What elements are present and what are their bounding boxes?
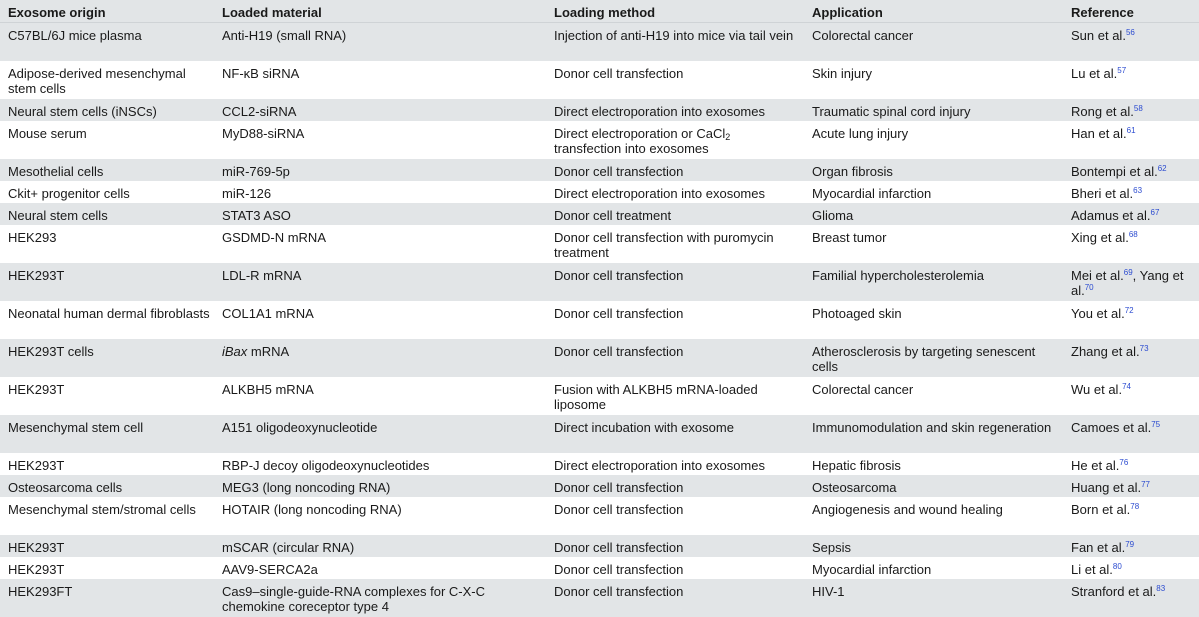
reference-link[interactable]: 68 — [1128, 229, 1138, 239]
cell-application: Familial hypercholesterolemia — [804, 263, 1063, 301]
cell-reference — [1063, 99, 1199, 121]
table-row — [0, 99, 1199, 121]
table-row — [0, 475, 1199, 497]
reference-author: Li et al. — [1071, 561, 1113, 577]
reference-author: Zhang et al. — [1071, 343, 1140, 359]
table-row — [0, 159, 1199, 181]
cell-exosome-origin: Neural stem cells — [0, 203, 214, 225]
table-row — [0, 23, 1199, 61]
cell-exosome-origin: Osteosarcoma cells — [0, 475, 214, 497]
cell-application: Myocardial infarction — [804, 181, 1063, 203]
reference-link[interactable]: 70 — [1084, 282, 1094, 292]
table-row — [0, 263, 1199, 301]
cell-application: Photoaged skin — [804, 301, 1063, 339]
reference-author: Born et al. — [1071, 501, 1131, 517]
reference-link[interactable]: 78 — [1130, 501, 1140, 511]
cell-exosome-origin: Neural stem cells (iNSCs) — [0, 99, 214, 121]
cell-reference — [1063, 557, 1199, 579]
cell-exosome-origin: Neonatal human dermal fibroblasts — [0, 301, 214, 339]
cell-exosome-origin: Mesenchymal stem/stromal cells — [0, 497, 214, 535]
reference-author: Bheri et al. — [1071, 185, 1134, 201]
reference-link[interactable]: 56 — [1125, 28, 1135, 37]
table-header — [0, 0, 1199, 23]
cell-reference — [1063, 181, 1199, 203]
reference-link[interactable]: 77 — [1141, 479, 1151, 489]
cell-loaded-material: miR-769-5p — [214, 159, 546, 181]
cell-reference — [1063, 263, 1199, 301]
cell-loading-method: Direct electroporation into exosomes — [546, 181, 804, 203]
reference-link[interactable]: 57 — [1117, 65, 1127, 75]
column-header-loaded-material: Loaded material — [214, 0, 546, 23]
reference-author: , Yang et al. — [1071, 267, 1184, 298]
reference-author: Lu et al. — [1071, 65, 1118, 81]
cell-exosome-origin: HEK293T — [0, 377, 214, 415]
cell-loaded-material: AAV9-SERCA2a — [214, 557, 546, 579]
cell-application: Myocardial infarction — [804, 557, 1063, 579]
cell-reference — [1063, 121, 1199, 159]
reference-author: Camoes et al. — [1071, 419, 1152, 435]
cell-loading-method: Donor cell transfection — [546, 579, 804, 617]
cell-exosome-origin: HEK293T — [0, 263, 214, 301]
cell-exosome-origin: Ckit+ progenitor cells — [0, 181, 214, 203]
cell-loading-method: Donor cell treatment — [546, 203, 804, 225]
cell-application: Angiogenesis and wound healing — [804, 497, 1063, 535]
cell-loading-method: Donor cell transfection — [546, 557, 804, 579]
method-text-part: transfection into exosomes — [554, 140, 709, 156]
table-row — [0, 377, 1199, 415]
reference-author: Han et al. — [1071, 125, 1127, 141]
cell-exosome-origin: Mesothelial cells — [0, 159, 214, 181]
cell-loaded-material: Anti-H19 (small RNA) — [214, 23, 546, 61]
reference-link[interactable]: 61 — [1126, 125, 1136, 135]
cell-application: Sepsis — [804, 535, 1063, 557]
cell-loaded-material: CCL2-siRNA — [214, 99, 546, 121]
cell-loaded-material: mSCAR (circular RNA) — [214, 535, 546, 557]
reference-author: You et al. — [1071, 305, 1125, 321]
table-row — [0, 203, 1199, 225]
cell-application: Organ fibrosis — [804, 159, 1063, 181]
cell-loading-method: Fusion with ALKBH5 mRNA-loaded liposome — [546, 377, 804, 415]
cell-application: Colorectal cancer — [804, 23, 1063, 61]
cell-reference — [1063, 475, 1199, 497]
reference-link[interactable]: 73 — [1139, 343, 1149, 353]
reference-link[interactable]: 74 — [1122, 381, 1131, 391]
table-row — [0, 61, 1199, 99]
column-header-loading-method: Loading method — [546, 0, 804, 23]
cell-loading-method: Donor cell transfection — [546, 475, 804, 497]
cell-exosome-origin: HEK293T cells — [0, 339, 214, 377]
cell-exosome-origin: HEK293T — [0, 535, 214, 557]
reference-link[interactable]: 67 — [1150, 207, 1160, 217]
table-row — [0, 535, 1199, 557]
cell-application: Glioma — [804, 203, 1063, 225]
material-rest-part: mRNA — [247, 343, 290, 359]
reference-link[interactable]: 76 — [1119, 457, 1129, 467]
table-row — [0, 453, 1199, 475]
cell-loading-method: Direct electroporation into exosomes — [546, 453, 804, 475]
cell-loading-method: Direct incubation with exosome — [546, 415, 804, 453]
cell-reference — [1063, 23, 1199, 61]
cell-loaded-material: A151 oligodeoxynucleotide — [214, 415, 546, 453]
header-row — [0, 0, 1199, 23]
cell-loading-method: Injection of anti-H19 into mice via tail vein — [546, 23, 804, 61]
cell-exosome-origin: HEK293T — [0, 453, 214, 475]
cell-loaded-material: COL1A1 mRNA — [214, 301, 546, 339]
column-header-exosome-origin: Exosome origin — [0, 0, 214, 23]
cell-loading-method: Donor cell transfection — [546, 301, 804, 339]
cell-loading-method: Donor cell transfection — [546, 497, 804, 535]
cell-application: Skin injury — [804, 61, 1063, 99]
cell-loaded-material: LDL-R mRNA — [214, 263, 546, 301]
reference-author: Mei et al. — [1071, 267, 1124, 283]
cell-reference — [1063, 225, 1199, 263]
cell-loaded-material — [214, 339, 546, 377]
cell-loaded-material: NF-κB siRNA — [214, 61, 546, 99]
reference-author: Wu et al. — [1071, 381, 1123, 397]
cell-application: Acute lung injury — [804, 121, 1063, 159]
table-row — [0, 415, 1199, 453]
cell-exosome-origin: HEK293T — [0, 557, 214, 579]
cell-loaded-material: RBP-J decoy oligodeoxynucleotides — [214, 453, 546, 475]
cell-loading-method: Donor cell transfection — [546, 61, 804, 99]
reference-author: Rong et al. — [1071, 103, 1134, 119]
reference-author: Stranford et al. — [1071, 583, 1157, 599]
reference-author: Huang et al. — [1071, 479, 1142, 495]
reference-author: Fan et al. — [1071, 539, 1126, 555]
cell-loading-method: Donor cell transfection — [546, 339, 804, 377]
cell-loaded-material: ALKBH5 mRNA — [214, 377, 546, 415]
reference-link[interactable]: 83 — [1156, 583, 1166, 593]
cell-loading-method — [546, 121, 804, 159]
cell-application: Hepatic fibrosis — [804, 453, 1063, 475]
cell-application: Colorectal cancer — [804, 377, 1063, 415]
cell-exosome-origin: Adipose-derived mesenchymal stem cells — [0, 61, 214, 99]
cell-exosome-origin: Mouse serum — [0, 121, 214, 159]
cell-loading-method: Donor cell transfection — [546, 263, 804, 301]
reference-author: Adamus et al. — [1071, 207, 1151, 223]
cell-reference — [1063, 377, 1199, 415]
cell-loaded-material: miR-126 — [214, 181, 546, 203]
cell-exosome-origin: C57BL/6J mice plasma — [0, 23, 214, 61]
cell-loaded-material: MEG3 (long noncoding RNA) — [214, 475, 546, 497]
cell-reference — [1063, 535, 1199, 557]
cell-application: Atherosclerosis by targeting senescent cells — [804, 339, 1063, 377]
cell-reference — [1063, 497, 1199, 535]
reference-link[interactable]: 58 — [1133, 103, 1143, 113]
reference-author: Sun et al. — [1071, 28, 1126, 43]
reference-link[interactable]: 80 — [1112, 561, 1122, 571]
cell-reference — [1063, 301, 1199, 339]
cell-loading-method: Direct electroporation into exosomes — [546, 99, 804, 121]
cell-loaded-material: Cas9–single-guide-RNA complexes for C-X-C chemokine coreceptor type 4 — [214, 579, 546, 617]
reference-author: Bontempi et al. — [1071, 163, 1158, 179]
table-row — [0, 339, 1199, 377]
cell-reference — [1063, 339, 1199, 377]
cell-loaded-material: GSDMD-N mRNA — [214, 225, 546, 263]
cell-reference — [1063, 453, 1199, 475]
cell-exosome-origin: HEK293 — [0, 225, 214, 263]
reference-link[interactable]: 69 — [1123, 267, 1133, 277]
table-row — [0, 557, 1199, 579]
reference-link[interactable]: 63 — [1133, 185, 1143, 195]
reference-author: He et al. — [1071, 457, 1120, 473]
method-text-part: Direct electroporation or CaCl — [554, 125, 726, 141]
column-header-application: Application — [804, 0, 1063, 23]
table-row — [0, 225, 1199, 263]
cell-application: HIV-1 — [804, 579, 1063, 617]
table-row — [0, 579, 1199, 617]
reference-link[interactable]: 79 — [1125, 539, 1135, 549]
method-subscript: 2 — [725, 131, 731, 142]
column-header-reference: Reference — [1063, 0, 1199, 23]
table-body — [0, 23, 1199, 617]
cell-loading-method: Donor cell transfection with puromycin treatment — [546, 225, 804, 263]
material-italic-part: iBax — [222, 343, 248, 359]
table-row — [0, 497, 1199, 535]
cell-reference — [1063, 415, 1199, 453]
cell-reference — [1063, 579, 1199, 617]
reference-link[interactable]: 75 — [1151, 419, 1161, 429]
reference-link[interactable]: 72 — [1124, 305, 1134, 315]
cell-reference — [1063, 159, 1199, 181]
cell-application: Traumatic spinal cord injury — [804, 99, 1063, 121]
cell-loaded-material: HOTAIR (long noncoding RNA) — [214, 497, 546, 535]
cell-loading-method: Donor cell transfection — [546, 159, 804, 181]
reference-author: Xing et al. — [1071, 229, 1129, 245]
table-row — [0, 181, 1199, 203]
cell-exosome-origin: Mesenchymal stem cell — [0, 415, 214, 453]
cell-loaded-material: MyD88-siRNA — [214, 121, 546, 159]
table-row — [0, 301, 1199, 339]
cell-application: Breast tumor — [804, 225, 1063, 263]
cell-loaded-material: STAT3 ASO — [214, 203, 546, 225]
cell-loading-method: Donor cell transfection — [546, 535, 804, 557]
reference-link[interactable]: 62 — [1157, 163, 1167, 173]
cell-application: Immunomodulation and skin regeneration — [804, 415, 1063, 453]
cell-application: Osteosarcoma — [804, 475, 1063, 497]
cell-reference — [1063, 203, 1199, 225]
cell-reference — [1063, 61, 1199, 99]
table-row — [0, 121, 1199, 159]
cell-exosome-origin: HEK293FT — [0, 579, 214, 617]
